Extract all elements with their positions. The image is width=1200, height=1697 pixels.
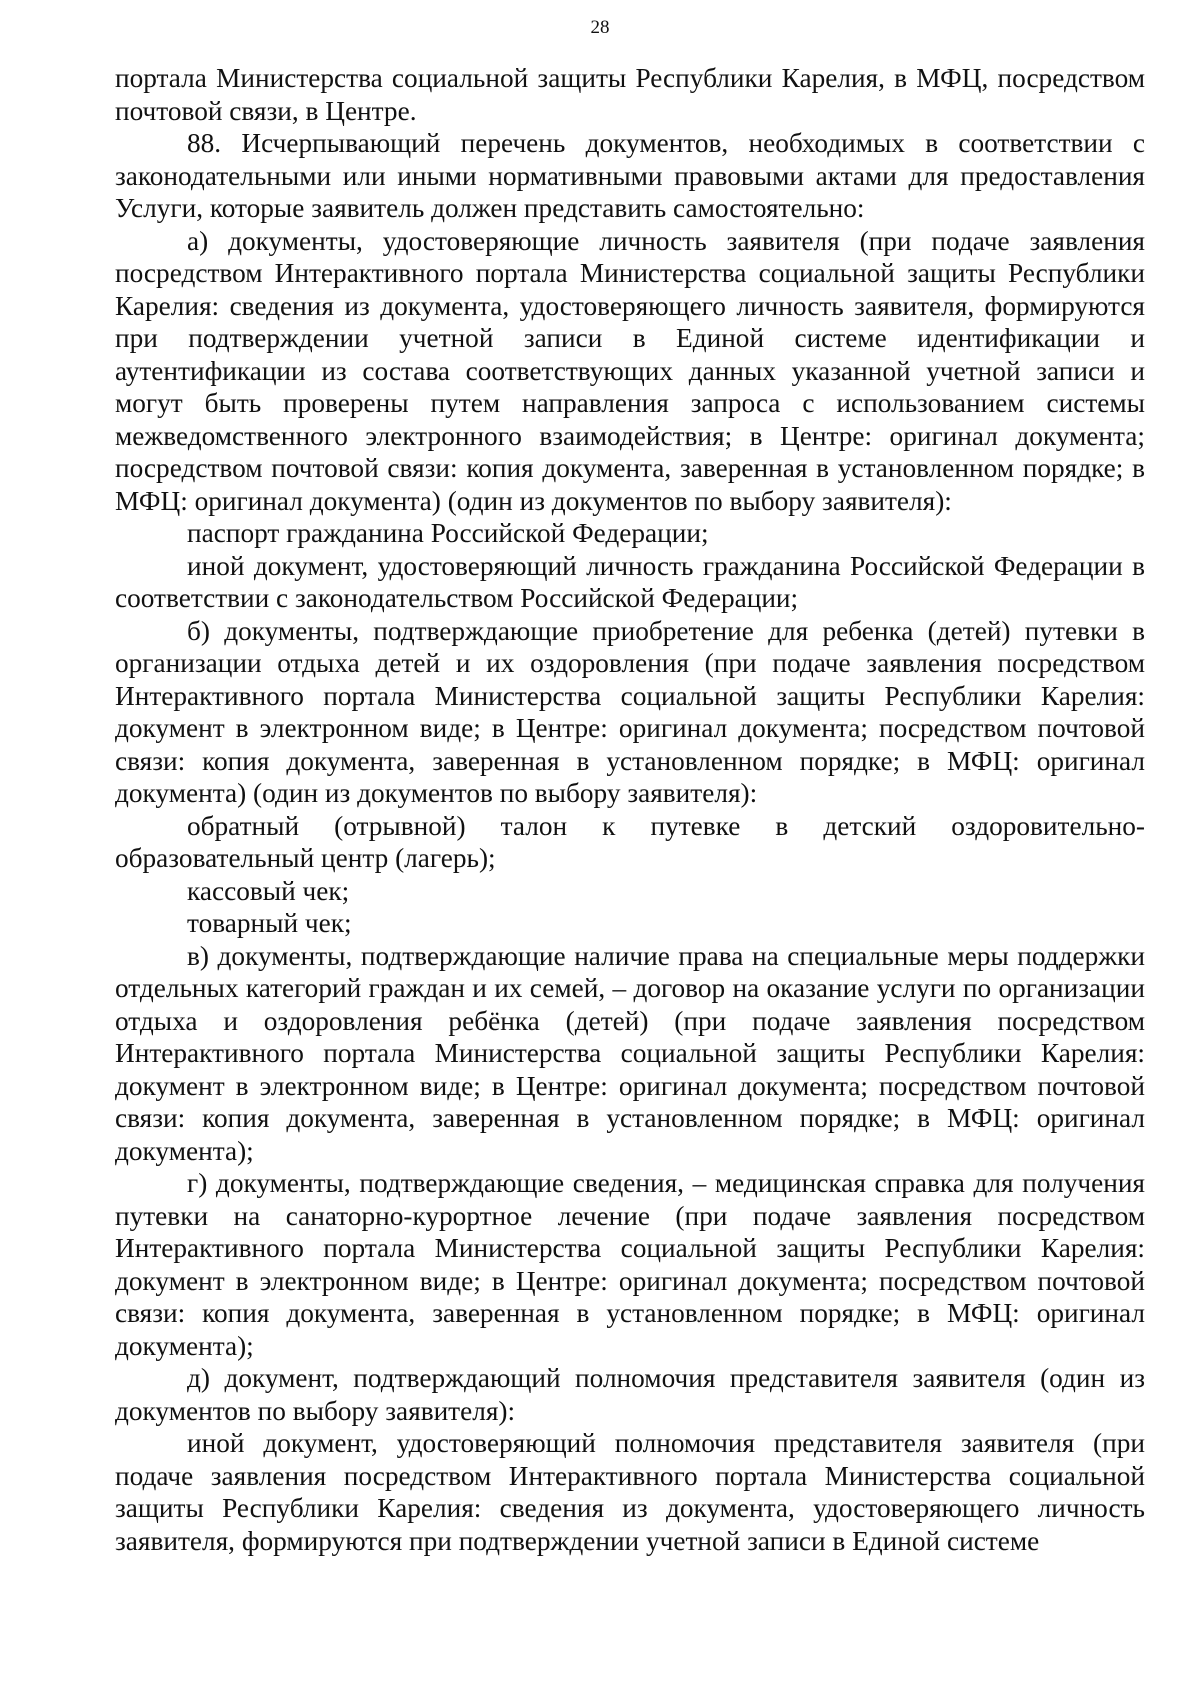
list-item-sales-receipt: товарный чек; <box>187 908 352 938</box>
page-number: 28 <box>590 17 610 38</box>
paragraph-subitem-b: б) документы, подтверждающие приобретение для ребенка (детей) путевки в организации отдыха детей и их оздоровления (при подаче заявления посредством Интерактивного портала Министерства социальной защиты Республики Карелия: документ в электронном виде; в Центре: оригинал документа; посредством почтовой связи: копия документа, заверенная в установленном порядке; в МФЦ: оригинал документа) (один из документов по выбору заявителя): <box>115 615 1145 808</box>
list-item-cash-receipt: кассовый чек; <box>187 875 350 906</box>
list-item-passport: паспорт гражданина Российской Федерации; <box>187 518 709 548</box>
paragraph-continuation: портала Министерства социальной защиты Республики Карелия, в МФЦ, посредством почтовой связи, в Центре. <box>115 63 1145 126</box>
paragraph-subitem-v: в) документы, подтверждающие наличие права на специальные меры поддержки отдельных категорий граждан и их семей, – договор на оказание услуги по организации отдыха и оздоровления ребёнка (детей) (при подаче заявления посредством Интерактивного портала Министерства социальной защиты Республики Карелия: документ в электронном виде; в Центре: оригинал документа; посредством почтовой связи: копия документа, заверенная в установленном порядке; в МФЦ: оригинал документа); <box>115 940 1145 1166</box>
document-body <box>115 62 1145 1557</box>
list-item-representative-document: иной документ, удостоверяющий полномочия представителя заявителя (при подаче заявления посредством Интерактивного портала Министерства социальной защиты Республики Карелия: сведения из документа, удостоверяющего личность заявителя, формируются при подтверждении учетной записи в Единой системе <box>115 1428 1145 1556</box>
paragraph-subitem-d: д) документ, подтверждающий полномочия представителя заявителя (один из документов по выбору заявителя): <box>115 1363 1145 1426</box>
list-item-return-coupon: обратный (отрывной) талон к путевке в детский оздоровительно-образовательный центр (лагерь); <box>115 810 1145 873</box>
list-item-other-identity-document: иной документ, удостоверяющий личность гражданина Российской Федерации в соответствии с законодательством Российской Федерации; <box>115 550 1145 613</box>
paragraph-item-88: 88. Исчерпывающий перечень документов, необходимых в соответствии с законодательными или иными нормативными правовыми актами для предоставления Услуги, которые заявитель должен представить самостоятельно: <box>115 128 1145 223</box>
paragraph-subitem-a: а) документы, удостоверяющие личность заявителя (при подаче заявления посредством Интерактивного портала Министерства социальной защиты Республики Карелия: сведения из документа, удостоверяющего личность заявителя, формируются при подтверждении учетной записи в Единой системе идентификации и аутентификации из состава соответствующих данных указанной учетной записи и могут быть проверены путем направления запроса с использованием системы межведомственного электронного взаимодействия; в Центре: оригинал документа; посредством почтовой связи: копия документа, заверенная в установленном порядке; в МФЦ: оригинал документа) (один из документов по выбору заявителя): <box>115 225 1145 516</box>
paragraph-subitem-g: г) документы, подтверждающие сведения, – медицинская справка для получения путевки на санаторно-курортное лечение (при подаче заявления посредством Интерактивного портала Министерства социальной защиты Республики Карелия: документ в электронном виде; в Центре: оригинал документа; посредством почтовой связи: копия документа, заверенная в установленном порядке; в МФЦ: оригинал документа); <box>115 1168 1145 1361</box>
